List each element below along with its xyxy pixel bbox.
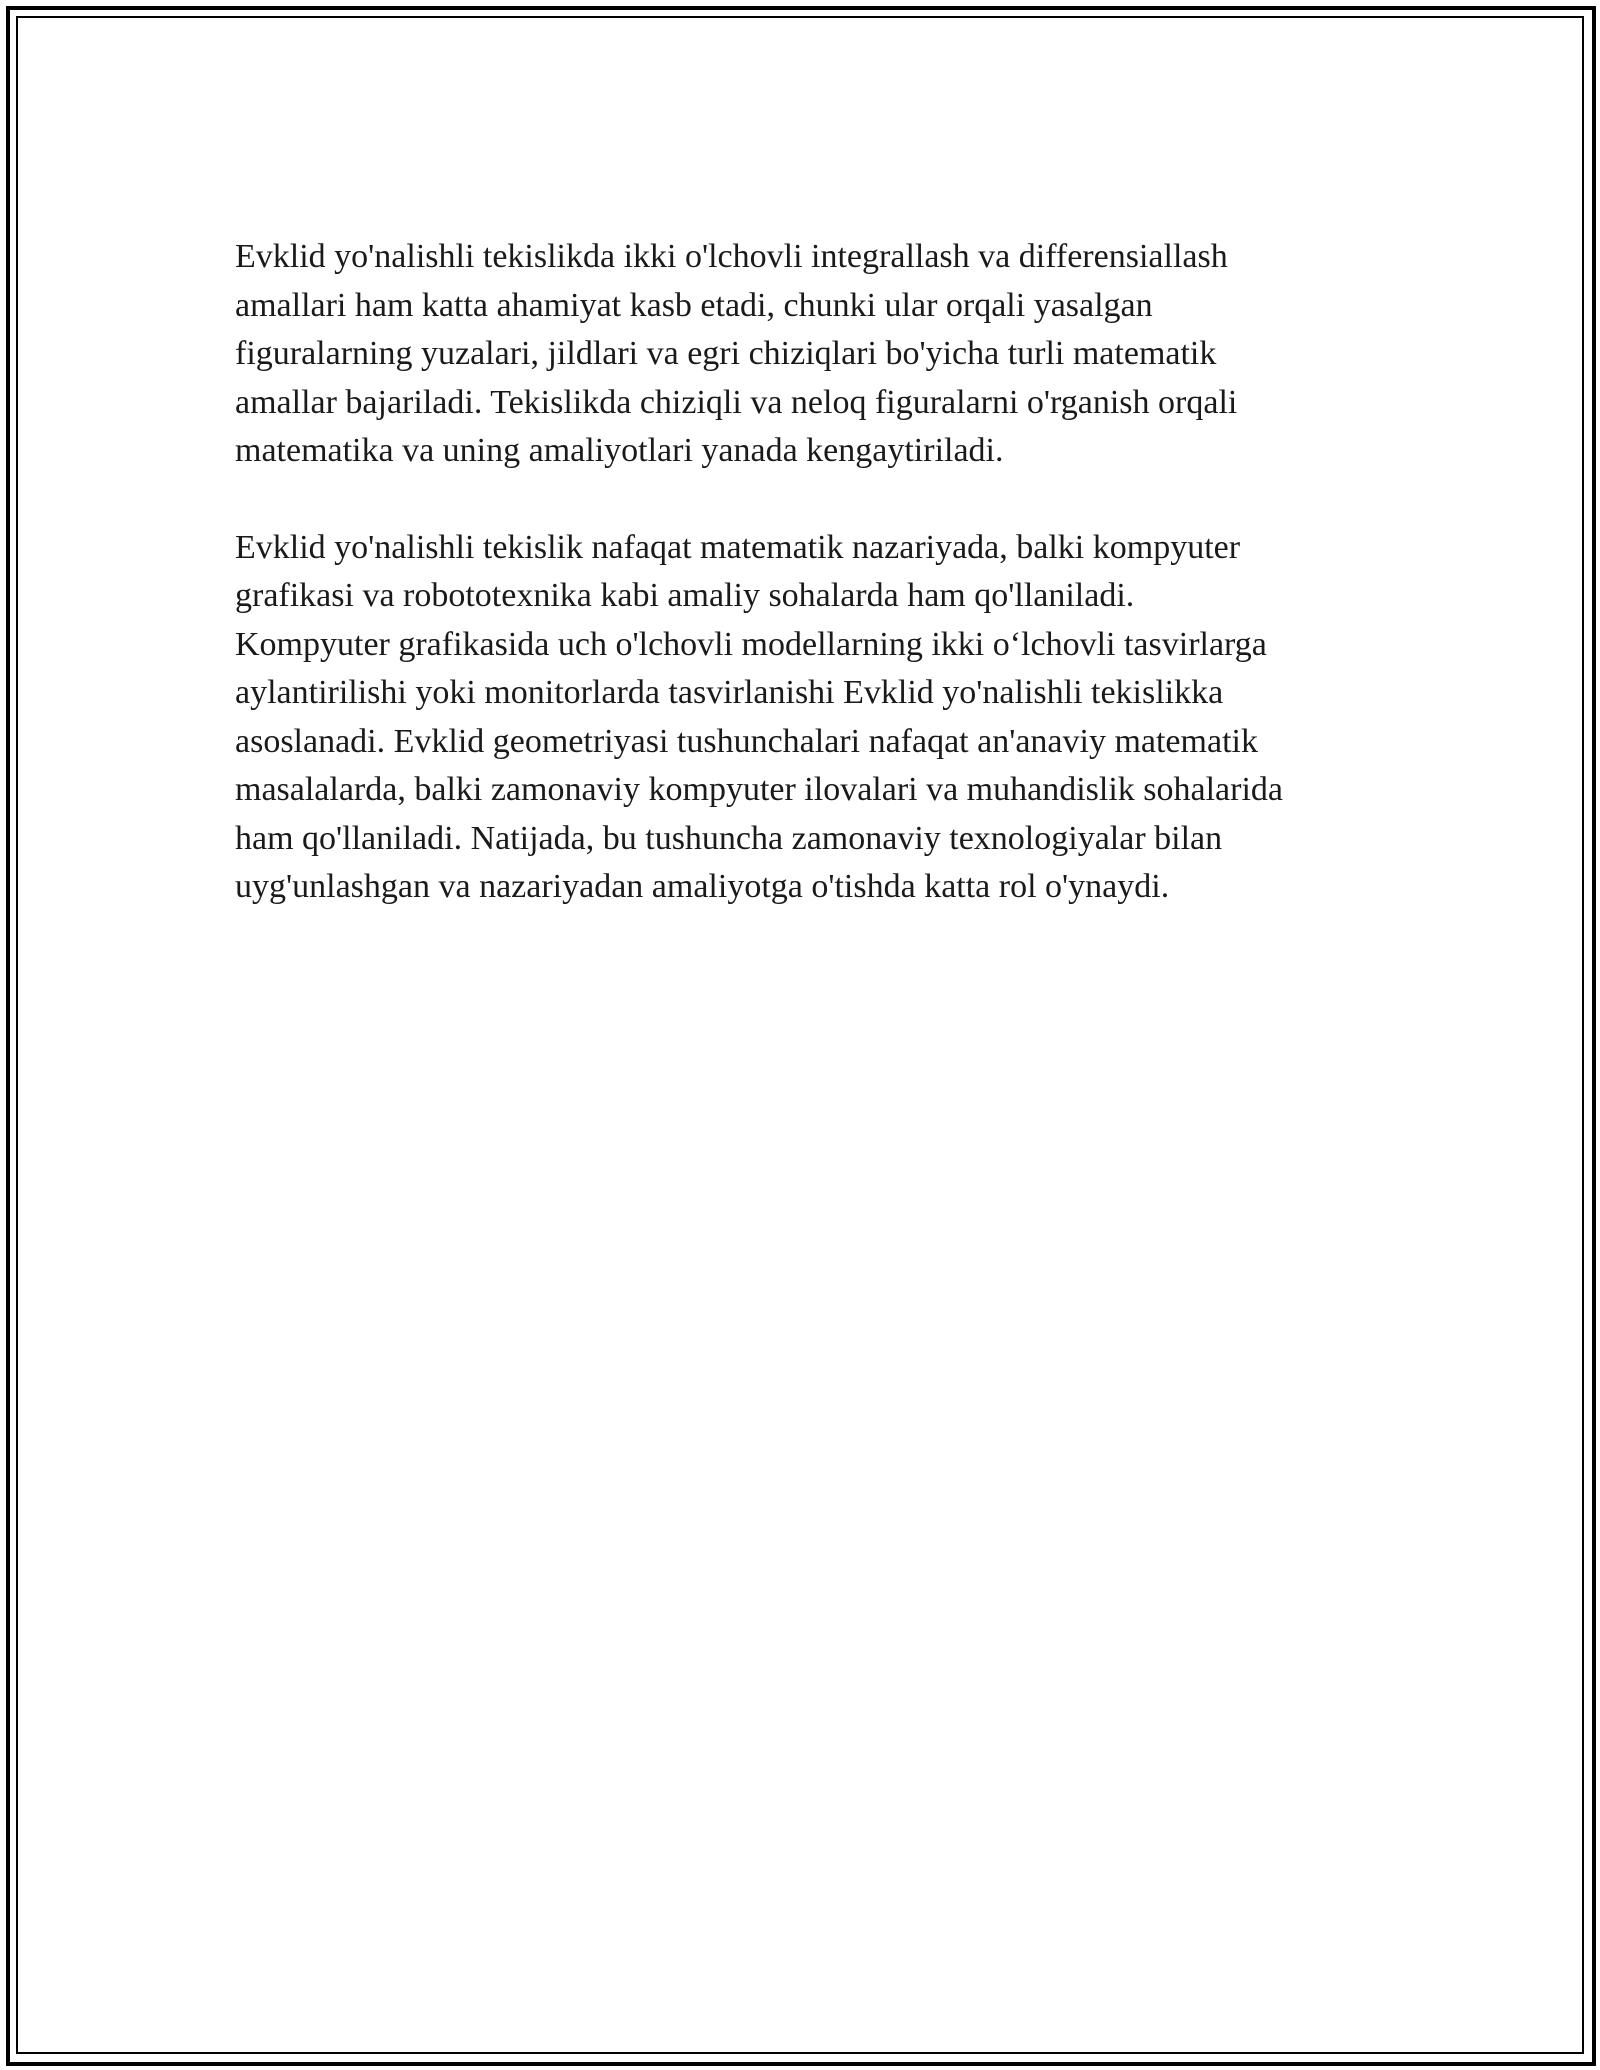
document-body <box>235 233 1385 960</box>
paragraph-2: Evklid yo'nalishli tekislik nafaqat matematik nazariyada, balki kompyuter grafikasi va robototexnika kabi amaliy sohalarda ham qo'llaniladi. Kompyuter grafikasida uch o'lchovli modellarning ikki o‘lchovli tasvirlarga aylantirilishi yoki monitorlarda tasvirlanishi Evklid yo'nalishli tekislikka asoslanadi. Evklid geometriyasi tushunchalari nafaqat an'anaviy matematik masalalarda, balki zamonaviy kompyuter ilovalari va muhandislik sohalarida ham qo'llaniladi. Natijada, bu tushuncha zamonaviy texnologiyalar bilan uyg'unlashgan va nazariyadan amaliyotga o'tishda katta rol o'ynaydi. <box>235 528 1284 905</box>
paragraph-1: Evklid yo'nalishli tekislikda ikki o'lchovli integrallash va differensiallash amallari ham katta ahamiyat kasb etadi, chunki ular orqali yasalgan figuralarning yuzalari, jildlari va egri chiziqlari bo'yicha turli matematik amallar bajariladi. Tekislikda chiziqli va neloq figuralarni o'rganish orqali matematika va uning amaliyotlari yanada kengaytiriladi. <box>235 238 1238 469</box>
